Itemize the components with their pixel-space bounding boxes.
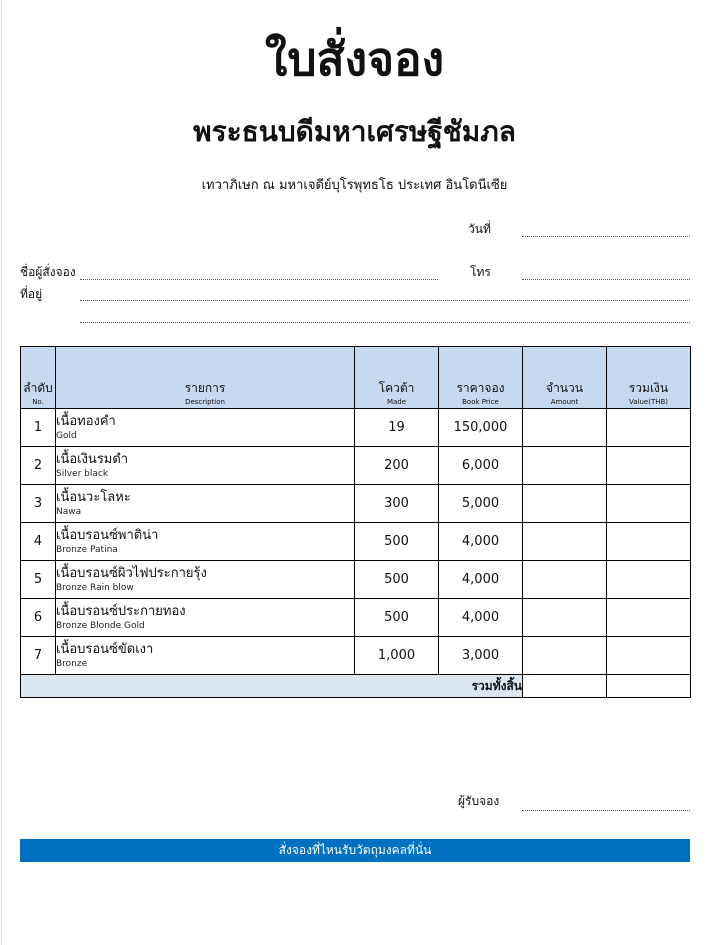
row-made: 300 — [355, 485, 439, 523]
item-name-th: เนื้อบรอนซ์ผิวไฟประกายรุ้ง — [56, 566, 207, 581]
total-value-cell[interactable] — [607, 675, 691, 698]
address-field-line-2[interactable] — [80, 322, 690, 323]
row-no: 2 — [21, 447, 56, 485]
row-price: 150,000 — [439, 409, 523, 447]
row-no: 7 — [21, 637, 56, 675]
table-row — [21, 523, 691, 561]
receiver-label: ผู้รับจอง — [458, 794, 500, 808]
total-amount-cell[interactable] — [523, 675, 607, 698]
row-no: 6 — [21, 599, 56, 637]
header-description-en: Description — [185, 398, 225, 406]
table-row — [21, 485, 691, 523]
row-amount-input[interactable] — [523, 637, 607, 675]
row-price: 5,000 — [439, 485, 523, 523]
row-description — [56, 523, 355, 561]
row-no: 5 — [21, 561, 56, 599]
row-description — [56, 561, 355, 599]
header-description — [56, 347, 355, 409]
item-name-th: เนื้อนวะโลหะ — [56, 490, 131, 505]
item-name-en: Silver black — [56, 469, 109, 479]
row-amount-input[interactable] — [523, 409, 607, 447]
item-name-th: เนื้อบรอนซ์พาติน่า — [56, 528, 159, 543]
row-made: 500 — [355, 523, 439, 561]
phone-field[interactable] — [522, 279, 690, 280]
header-description-th: รายการ — [184, 381, 226, 395]
row-value-cell[interactable] — [607, 409, 691, 447]
header-no-th: ลำดับ — [23, 381, 53, 395]
row-price: 4,000 — [439, 523, 523, 561]
header-value-th: รวมเงิน — [628, 381, 669, 395]
row-price: 6,000 — [439, 447, 523, 485]
header-no-en: No. — [32, 398, 44, 406]
row-value-cell[interactable] — [607, 485, 691, 523]
row-price: 4,000 — [439, 599, 523, 637]
customer-name-label: ชื่อผู้สั่งจอง — [20, 265, 76, 279]
receiver-field[interactable] — [522, 810, 690, 811]
row-made: 200 — [355, 447, 439, 485]
table-row — [21, 599, 691, 637]
row-made: 500 — [355, 599, 439, 637]
header-amount — [523, 347, 607, 409]
order-table — [20, 346, 691, 698]
row-made: 500 — [355, 561, 439, 599]
row-description — [56, 599, 355, 637]
header-no — [21, 347, 56, 409]
row-no: 4 — [21, 523, 56, 561]
header-made-en: Made — [386, 398, 407, 406]
row-amount-input[interactable] — [523, 561, 607, 599]
ceremony-location: เทวาภิเษก ณ มหาเจดีย์บุโรพุทธโธ ประเทศ อินโดนีเซีย — [201, 178, 508, 193]
address-label: ที่อยู่ — [20, 287, 43, 301]
row-price: 4,000 — [439, 561, 523, 599]
item-name-th: เนื้อเงินรมดำ — [56, 452, 129, 467]
item-name-th: เนื้อทองคำ — [56, 414, 116, 429]
row-made: 1,000 — [355, 637, 439, 675]
table-header-row — [21, 347, 691, 409]
date-label: วันที่ — [468, 222, 491, 236]
row-amount-input[interactable] — [523, 447, 607, 485]
header-price-th: ราคาจอง — [456, 381, 505, 395]
row-amount-input[interactable] — [523, 599, 607, 637]
row-description — [56, 409, 355, 447]
row-value-cell[interactable] — [607, 599, 691, 637]
item-name-en: Bronze Rain blow — [56, 583, 134, 593]
row-description — [56, 485, 355, 523]
footer-banner: สั่งจองที่ไหนรับวัตถุมงคลที่นั่น — [20, 839, 690, 862]
row-amount-input[interactable] — [523, 485, 607, 523]
item-name-en: Bronze — [56, 659, 88, 669]
header-amount-en: Amount — [550, 398, 579, 406]
header-amount-th: จำนวน — [546, 381, 583, 395]
total-row — [21, 675, 691, 698]
row-no: 1 — [21, 409, 56, 447]
row-price: 3,000 — [439, 637, 523, 675]
row-amount-input[interactable] — [523, 523, 607, 561]
item-name-en: Bronze Blonde Gold — [56, 621, 145, 631]
row-made: 19 — [355, 409, 439, 447]
table-row — [21, 447, 691, 485]
header-value-en: Value(THB) — [628, 398, 669, 406]
row-no: 3 — [21, 485, 56, 523]
item-name-en: Gold — [56, 431, 77, 441]
total-label: รวมทั้งสิ้น — [21, 675, 523, 698]
row-value-cell[interactable] — [607, 561, 691, 599]
header-price-en: Book Price — [462, 398, 499, 406]
document-title: ใบสั่งจอง — [264, 32, 445, 86]
item-name-en: Bronze Patina — [56, 545, 118, 555]
table-row — [21, 637, 691, 675]
customer-name-field[interactable] — [80, 279, 438, 280]
table-row — [21, 409, 691, 447]
date-field[interactable] — [522, 236, 690, 237]
header-price — [439, 347, 523, 409]
row-description — [56, 637, 355, 675]
row-description — [56, 447, 355, 485]
row-value-cell[interactable] — [607, 523, 691, 561]
item-name-th: เนื้อบรอนซ์ขัดเงา — [56, 642, 154, 657]
header-made-th: โควต้า — [378, 381, 415, 395]
row-value-cell[interactable] — [607, 637, 691, 675]
document-subtitle: พระธนบดีมหาเศรษฐีชัมภล — [193, 115, 516, 148]
address-field-line-1[interactable] — [80, 300, 690, 301]
item-name-en: Nawa — [56, 507, 82, 517]
table-row — [21, 561, 691, 599]
header-made — [355, 347, 439, 409]
header-value — [607, 347, 691, 409]
item-name-th: เนื้อบรอนซ์ประกายทอง — [56, 604, 186, 619]
row-value-cell[interactable] — [607, 447, 691, 485]
phone-label: โทร — [470, 265, 491, 279]
